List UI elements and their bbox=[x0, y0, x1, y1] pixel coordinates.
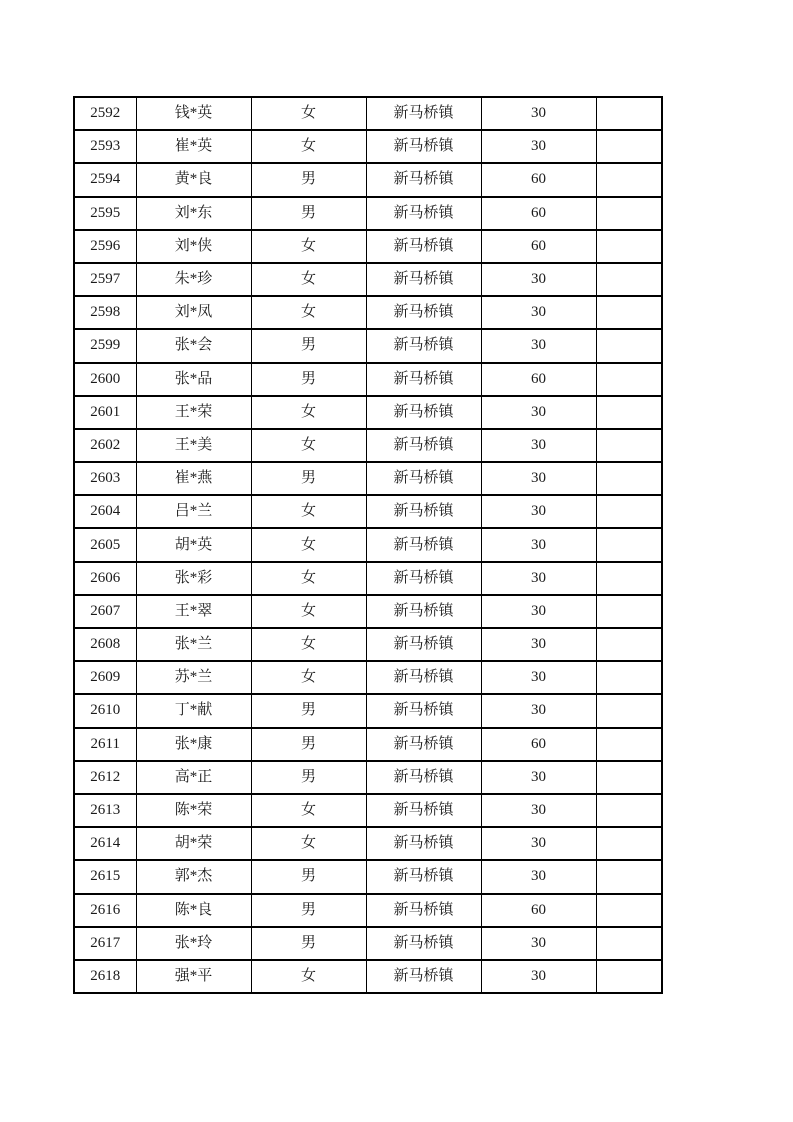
cell-id: 2601 bbox=[74, 396, 136, 429]
cell-gender: 男 bbox=[251, 728, 366, 761]
cell-id: 2608 bbox=[74, 628, 136, 661]
cell-name: 苏*兰 bbox=[136, 661, 251, 694]
cell-gender: 男 bbox=[251, 761, 366, 794]
cell-town: 新马桥镇 bbox=[366, 230, 481, 263]
table-row bbox=[74, 927, 662, 960]
cell-gender: 女 bbox=[251, 827, 366, 860]
table-row bbox=[74, 661, 662, 694]
cell-blank bbox=[596, 661, 662, 694]
cell-amount: 30 bbox=[481, 528, 596, 561]
cell-amount: 60 bbox=[481, 894, 596, 927]
cell-town: 新马桥镇 bbox=[366, 827, 481, 860]
cell-blank bbox=[596, 163, 662, 196]
cell-amount: 30 bbox=[481, 396, 596, 429]
cell-blank bbox=[596, 827, 662, 860]
cell-blank bbox=[596, 794, 662, 827]
cell-amount: 60 bbox=[481, 197, 596, 230]
cell-town: 新马桥镇 bbox=[366, 429, 481, 462]
cell-name: 朱*珍 bbox=[136, 263, 251, 296]
cell-amount: 30 bbox=[481, 130, 596, 163]
cell-amount: 30 bbox=[481, 761, 596, 794]
table-row bbox=[74, 728, 662, 761]
table-row bbox=[74, 827, 662, 860]
cell-id: 2606 bbox=[74, 562, 136, 595]
cell-name: 刘*东 bbox=[136, 197, 251, 230]
cell-id: 2612 bbox=[74, 761, 136, 794]
cell-gender: 女 bbox=[251, 562, 366, 595]
cell-amount: 30 bbox=[481, 827, 596, 860]
cell-name: 强*平 bbox=[136, 960, 251, 993]
cell-name: 胡*英 bbox=[136, 528, 251, 561]
cell-town: 新马桥镇 bbox=[366, 363, 481, 396]
cell-gender: 女 bbox=[251, 960, 366, 993]
cell-blank bbox=[596, 927, 662, 960]
cell-blank bbox=[596, 197, 662, 230]
table-row bbox=[74, 329, 662, 362]
cell-town: 新马桥镇 bbox=[366, 894, 481, 927]
cell-id: 2614 bbox=[74, 827, 136, 860]
cell-amount: 60 bbox=[481, 363, 596, 396]
cell-town: 新马桥镇 bbox=[366, 329, 481, 362]
cell-name: 郭*杰 bbox=[136, 860, 251, 893]
table-row bbox=[74, 628, 662, 661]
cell-amount: 60 bbox=[481, 230, 596, 263]
cell-id: 2617 bbox=[74, 927, 136, 960]
cell-name: 高*正 bbox=[136, 761, 251, 794]
cell-town: 新马桥镇 bbox=[366, 197, 481, 230]
cell-blank bbox=[596, 429, 662, 462]
cell-gender: 女 bbox=[251, 495, 366, 528]
cell-blank bbox=[596, 694, 662, 727]
table-row bbox=[74, 396, 662, 429]
cell-town: 新马桥镇 bbox=[366, 960, 481, 993]
cell-name: 胡*荣 bbox=[136, 827, 251, 860]
cell-gender: 男 bbox=[251, 694, 366, 727]
table-row bbox=[74, 894, 662, 927]
cell-amount: 30 bbox=[481, 595, 596, 628]
cell-gender: 男 bbox=[251, 462, 366, 495]
cell-gender: 男 bbox=[251, 197, 366, 230]
cell-name: 吕*兰 bbox=[136, 495, 251, 528]
cell-blank bbox=[596, 263, 662, 296]
cell-gender: 男 bbox=[251, 894, 366, 927]
cell-amount: 60 bbox=[481, 163, 596, 196]
cell-name: 刘*凤 bbox=[136, 296, 251, 329]
cell-blank bbox=[596, 296, 662, 329]
cell-blank bbox=[596, 363, 662, 396]
cell-amount: 30 bbox=[481, 694, 596, 727]
cell-name: 王*翠 bbox=[136, 595, 251, 628]
cell-blank bbox=[596, 960, 662, 993]
cell-name: 崔*燕 bbox=[136, 462, 251, 495]
cell-name: 钱*英 bbox=[136, 97, 251, 130]
cell-town: 新马桥镇 bbox=[366, 462, 481, 495]
cell-town: 新马桥镇 bbox=[366, 97, 481, 130]
cell-name: 王*美 bbox=[136, 429, 251, 462]
records-table-body bbox=[74, 97, 662, 993]
cell-town: 新马桥镇 bbox=[366, 628, 481, 661]
cell-town: 新马桥镇 bbox=[366, 595, 481, 628]
table-row bbox=[74, 130, 662, 163]
cell-blank bbox=[596, 97, 662, 130]
cell-id: 2602 bbox=[74, 429, 136, 462]
cell-name: 黄*良 bbox=[136, 163, 251, 196]
cell-gender: 男 bbox=[251, 363, 366, 396]
cell-id: 2615 bbox=[74, 860, 136, 893]
cell-name: 张*玲 bbox=[136, 927, 251, 960]
cell-gender: 女 bbox=[251, 794, 366, 827]
cell-town: 新马桥镇 bbox=[366, 528, 481, 561]
table-row bbox=[74, 429, 662, 462]
cell-gender: 女 bbox=[251, 263, 366, 296]
cell-town: 新马桥镇 bbox=[366, 694, 481, 727]
cell-gender: 男 bbox=[251, 860, 366, 893]
cell-gender: 男 bbox=[251, 163, 366, 196]
cell-gender: 女 bbox=[251, 429, 366, 462]
table-row bbox=[74, 296, 662, 329]
cell-name: 张*康 bbox=[136, 728, 251, 761]
cell-amount: 30 bbox=[481, 462, 596, 495]
cell-id: 2613 bbox=[74, 794, 136, 827]
cell-blank bbox=[596, 728, 662, 761]
cell-gender: 女 bbox=[251, 661, 366, 694]
cell-blank bbox=[596, 562, 662, 595]
table-row bbox=[74, 97, 662, 130]
cell-blank bbox=[596, 396, 662, 429]
cell-amount: 60 bbox=[481, 728, 596, 761]
cell-name: 刘*侠 bbox=[136, 230, 251, 263]
cell-amount: 30 bbox=[481, 860, 596, 893]
cell-id: 2618 bbox=[74, 960, 136, 993]
table-row bbox=[74, 694, 662, 727]
cell-name: 张*品 bbox=[136, 363, 251, 396]
cell-amount: 30 bbox=[481, 562, 596, 595]
cell-blank bbox=[596, 528, 662, 561]
table-row bbox=[74, 363, 662, 396]
cell-town: 新马桥镇 bbox=[366, 761, 481, 794]
cell-amount: 30 bbox=[481, 927, 596, 960]
cell-blank bbox=[596, 130, 662, 163]
cell-blank bbox=[596, 495, 662, 528]
cell-town: 新马桥镇 bbox=[366, 163, 481, 196]
cell-gender: 女 bbox=[251, 528, 366, 561]
table-row bbox=[74, 794, 662, 827]
table-row bbox=[74, 197, 662, 230]
table-row bbox=[74, 230, 662, 263]
cell-id: 2610 bbox=[74, 694, 136, 727]
cell-town: 新马桥镇 bbox=[366, 562, 481, 595]
cell-amount: 30 bbox=[481, 429, 596, 462]
cell-name: 丁*献 bbox=[136, 694, 251, 727]
cell-town: 新马桥镇 bbox=[366, 860, 481, 893]
cell-name: 崔*英 bbox=[136, 130, 251, 163]
cell-amount: 30 bbox=[481, 628, 596, 661]
cell-blank bbox=[596, 894, 662, 927]
cell-id: 2616 bbox=[74, 894, 136, 927]
cell-gender: 女 bbox=[251, 595, 366, 628]
cell-gender: 男 bbox=[251, 927, 366, 960]
cell-gender: 男 bbox=[251, 329, 366, 362]
cell-blank bbox=[596, 462, 662, 495]
table-row bbox=[74, 860, 662, 893]
cell-id: 2597 bbox=[74, 263, 136, 296]
cell-amount: 30 bbox=[481, 661, 596, 694]
table-row bbox=[74, 495, 662, 528]
cell-name: 陈*良 bbox=[136, 894, 251, 927]
cell-town: 新马桥镇 bbox=[366, 130, 481, 163]
cell-gender: 女 bbox=[251, 97, 366, 130]
cell-town: 新马桥镇 bbox=[366, 927, 481, 960]
cell-name: 张*会 bbox=[136, 329, 251, 362]
cell-id: 2598 bbox=[74, 296, 136, 329]
table-row bbox=[74, 528, 662, 561]
cell-id: 2596 bbox=[74, 230, 136, 263]
cell-name: 陈*荣 bbox=[136, 794, 251, 827]
cell-amount: 30 bbox=[481, 495, 596, 528]
records-table bbox=[73, 96, 663, 994]
cell-amount: 30 bbox=[481, 960, 596, 993]
cell-blank bbox=[596, 595, 662, 628]
cell-town: 新马桥镇 bbox=[366, 396, 481, 429]
cell-id: 2600 bbox=[74, 363, 136, 396]
table-row bbox=[74, 761, 662, 794]
cell-blank bbox=[596, 230, 662, 263]
cell-gender: 女 bbox=[251, 628, 366, 661]
cell-id: 2592 bbox=[74, 97, 136, 130]
cell-town: 新马桥镇 bbox=[366, 794, 481, 827]
cell-id: 2604 bbox=[74, 495, 136, 528]
cell-amount: 30 bbox=[481, 329, 596, 362]
cell-blank bbox=[596, 761, 662, 794]
cell-id: 2609 bbox=[74, 661, 136, 694]
cell-gender: 女 bbox=[251, 396, 366, 429]
cell-id: 2603 bbox=[74, 462, 136, 495]
cell-id: 2593 bbox=[74, 130, 136, 163]
table-row bbox=[74, 163, 662, 196]
cell-gender: 女 bbox=[251, 130, 366, 163]
cell-name: 张*兰 bbox=[136, 628, 251, 661]
cell-amount: 30 bbox=[481, 296, 596, 329]
cell-id: 2605 bbox=[74, 528, 136, 561]
cell-blank bbox=[596, 860, 662, 893]
cell-town: 新马桥镇 bbox=[366, 263, 481, 296]
table-row bbox=[74, 562, 662, 595]
cell-id: 2611 bbox=[74, 728, 136, 761]
table-row bbox=[74, 595, 662, 628]
cell-gender: 女 bbox=[251, 296, 366, 329]
cell-blank bbox=[596, 628, 662, 661]
cell-amount: 30 bbox=[481, 97, 596, 130]
cell-gender: 女 bbox=[251, 230, 366, 263]
table-row bbox=[74, 462, 662, 495]
cell-id: 2607 bbox=[74, 595, 136, 628]
cell-id: 2595 bbox=[74, 197, 136, 230]
table-row bbox=[74, 960, 662, 993]
cell-town: 新马桥镇 bbox=[366, 661, 481, 694]
cell-name: 王*荣 bbox=[136, 396, 251, 429]
cell-blank bbox=[596, 329, 662, 362]
cell-amount: 30 bbox=[481, 263, 596, 296]
cell-town: 新马桥镇 bbox=[366, 296, 481, 329]
cell-town: 新马桥镇 bbox=[366, 495, 481, 528]
cell-id: 2599 bbox=[74, 329, 136, 362]
table-row bbox=[74, 263, 662, 296]
cell-name: 张*彩 bbox=[136, 562, 251, 595]
cell-id: 2594 bbox=[74, 163, 136, 196]
cell-town: 新马桥镇 bbox=[366, 728, 481, 761]
cell-amount: 30 bbox=[481, 794, 596, 827]
